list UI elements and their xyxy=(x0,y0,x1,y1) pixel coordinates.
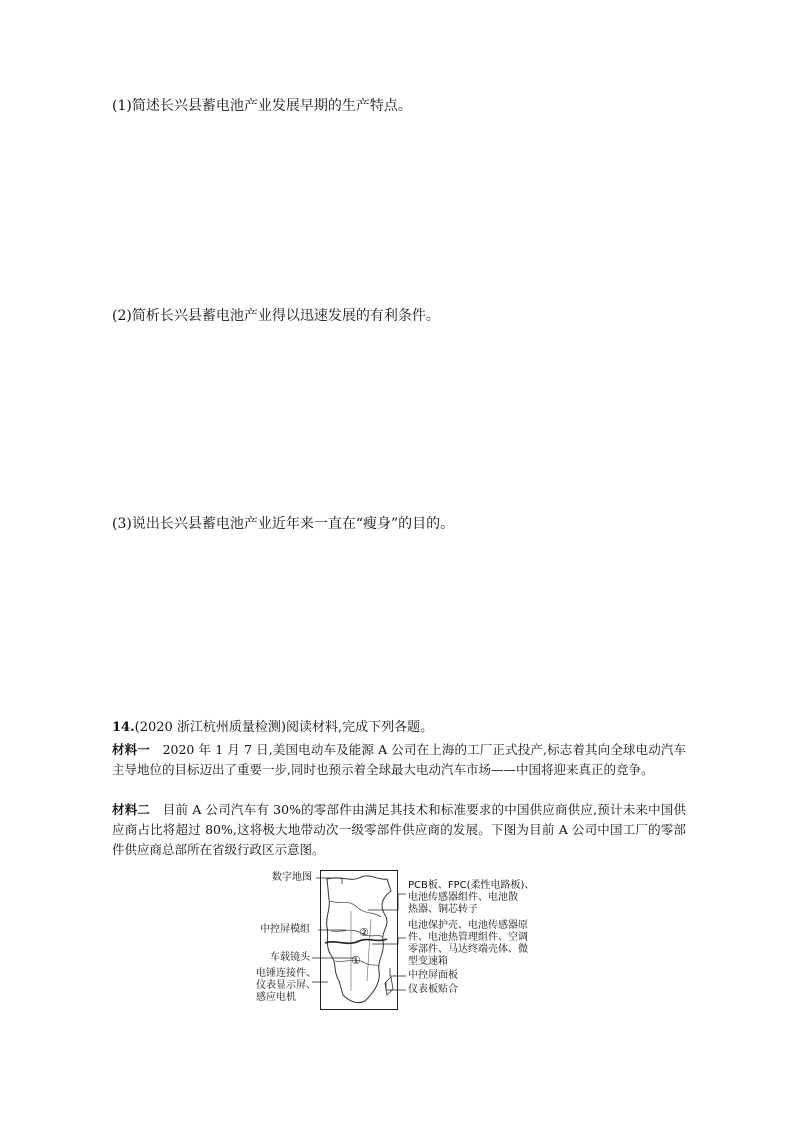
label-right-group2-3: 零部件、马达终端壳体、微 xyxy=(408,944,528,955)
question-14-number: 14. xyxy=(112,720,135,735)
question-14-source: (2020 浙江杭州质量检测)阅读材料,完成下列各题。 xyxy=(134,720,434,735)
question-3: (3)说出长兴县蓄电池产业近年来一直在“瘦身”的目的。 xyxy=(112,516,455,532)
map-outline-svg xyxy=(321,871,397,1009)
material-2-label: 材料二 xyxy=(112,802,151,817)
yangtze-river xyxy=(325,939,387,943)
label-car-camera: 车载镜头 xyxy=(270,952,310,963)
marker-2: ② xyxy=(359,926,369,939)
material-1-text: 2020 年 1 月 7 日,美国电动车及能源 A 公司在上海的工厂正式投产,标志着其向全球电动汽车主导地位的目标迈出了重要一步,同时也预示着全球最大电动汽车市场——中国将迎来真正的竞争。 xyxy=(112,742,686,777)
coastline xyxy=(327,876,391,1003)
taiwan-island xyxy=(385,977,393,995)
province-border xyxy=(331,930,383,937)
label-right-group2-4: 型变速箱 xyxy=(408,956,448,967)
label-left-group-3: 感应电机 xyxy=(256,992,296,1003)
province-border xyxy=(329,901,381,917)
material-2 xyxy=(112,800,686,860)
supplier-map-figure xyxy=(250,864,550,1014)
material-1-label: 材料一 xyxy=(112,742,150,757)
label-central-module: 中控屏模组 xyxy=(260,924,310,935)
question-14-header xyxy=(112,718,433,738)
label-right-group1-3: 热器、铜芯转子 xyxy=(408,904,478,915)
label-dashboard: 仪表板贴合 xyxy=(408,984,458,995)
label-right-group1-2: 电池传感器组件、电池散 xyxy=(408,892,518,903)
question-1: (1)简述长兴县蓄电池产业发展早期的生产特点。 xyxy=(112,98,412,114)
material-1 xyxy=(112,740,686,780)
question-2: (2)简析长兴县蓄电池产业得以迅速发展的有利条件。 xyxy=(112,308,440,324)
label-central-panel: 中控屏面板 xyxy=(408,970,458,981)
china-east-map xyxy=(320,870,398,1010)
material-2-text: 目前 A 公司汽车有 30%的零部件由满足其技术和标准要求的中国供应商供应,预计未来中国供应商占比将超过 80%,这将极大地带动次一级零部件供应商的发展。下图为目前 A 公司中国工厂的零部件供应商总部所在省级行政区示意图。 xyxy=(112,802,686,857)
label-left-group-1: 电锤连接件、 xyxy=(256,968,316,979)
marker-1: ① xyxy=(351,954,361,967)
label-left-group-2: 仪表显示屏、 xyxy=(256,980,316,991)
label-right-group2-1: 电池保护壳、电池传感器原 xyxy=(408,920,528,931)
label-right-group2-2: 件、电池热管理组件、空调 xyxy=(408,932,528,943)
label-right-group1-1: PCB板、FPC(柔性电路板)、 xyxy=(408,880,535,891)
label-digital-map: 数字地图 xyxy=(272,872,312,883)
